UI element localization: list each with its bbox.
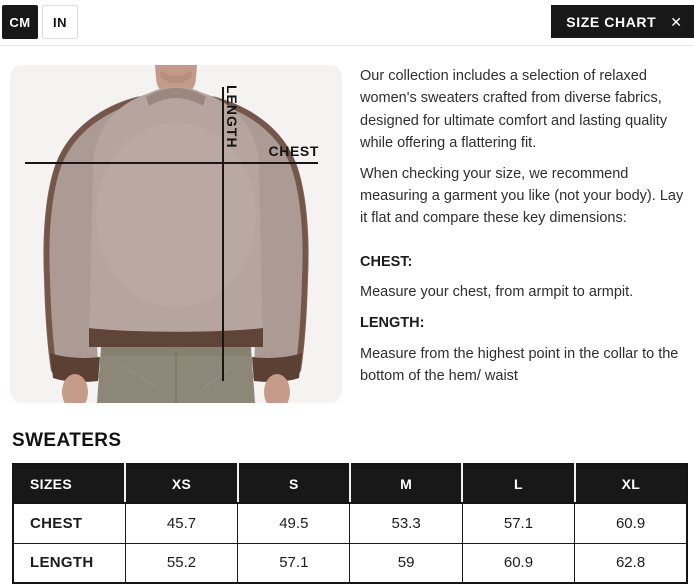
chest-m-value: 53.3 bbox=[350, 503, 462, 543]
table-row-length bbox=[13, 543, 687, 583]
sweater-measure-figure bbox=[10, 65, 342, 403]
column-header-m: M bbox=[350, 464, 462, 503]
description-panel bbox=[360, 65, 692, 396]
column-header-l: L bbox=[462, 464, 574, 503]
chest-l-value: 57.1 bbox=[462, 503, 574, 543]
length-m-value: 59 bbox=[350, 543, 462, 583]
length-label: LENGTH bbox=[224, 85, 240, 149]
chest-xl-value: 60.9 bbox=[575, 503, 687, 543]
intro-paragraph: Our collection includes a selection of relaxed women's sweaters crafted from diverse fabrics, designed for ultimate comfort and lasting quality while offering a flattering fit. bbox=[360, 68, 668, 151]
unit-toggle bbox=[2, 5, 78, 39]
unit-in-button[interactable]: IN bbox=[42, 5, 78, 39]
size-chart-title: SIZE CHART bbox=[566, 13, 657, 30]
chest-heading: CHEST: bbox=[360, 253, 413, 270]
table-header-row bbox=[13, 464, 687, 503]
size-table-section bbox=[12, 430, 688, 584]
column-header-s: S bbox=[238, 464, 350, 503]
table-row-chest bbox=[13, 503, 687, 543]
chest-instruction: Measure your chest, from armpit to armpit. bbox=[360, 284, 634, 301]
length-s-value: 57.1 bbox=[238, 543, 350, 583]
chest-xs-value: 45.7 bbox=[125, 503, 237, 543]
topbar bbox=[0, 0, 694, 46]
chest-measure-line bbox=[25, 162, 318, 164]
length-instruction: Measure from the highest point in the collar to the bottom of the hem/ waist bbox=[360, 345, 679, 385]
chest-s-value: 49.5 bbox=[238, 503, 350, 543]
length-heading: LENGTH: bbox=[360, 315, 425, 332]
chest-label: CHEST bbox=[268, 143, 319, 159]
close-icon[interactable]: ✕ bbox=[670, 13, 682, 30]
sweater-photo bbox=[10, 65, 342, 403]
column-header-xl: XL bbox=[575, 464, 687, 503]
section-title: SWEATERS bbox=[12, 430, 122, 451]
length-xl-value: 62.8 bbox=[575, 543, 687, 583]
howto-paragraph: When checking your size, we recommend measuring a garment you like (not your body). Lay it flat and compare these key dimensions: bbox=[360, 165, 684, 227]
size-chart-titlebar bbox=[551, 5, 694, 38]
length-l-value: 60.9 bbox=[462, 543, 574, 583]
row-label-length: LENGTH bbox=[13, 543, 125, 583]
column-header-sizes: SIZES bbox=[13, 464, 125, 503]
length-xs-value: 55.2 bbox=[125, 543, 237, 583]
row-label-chest: CHEST bbox=[13, 503, 125, 543]
column-header-xs: XS bbox=[125, 464, 237, 503]
size-chart-table bbox=[12, 463, 688, 584]
unit-cm-button[interactable]: CM bbox=[2, 5, 38, 39]
